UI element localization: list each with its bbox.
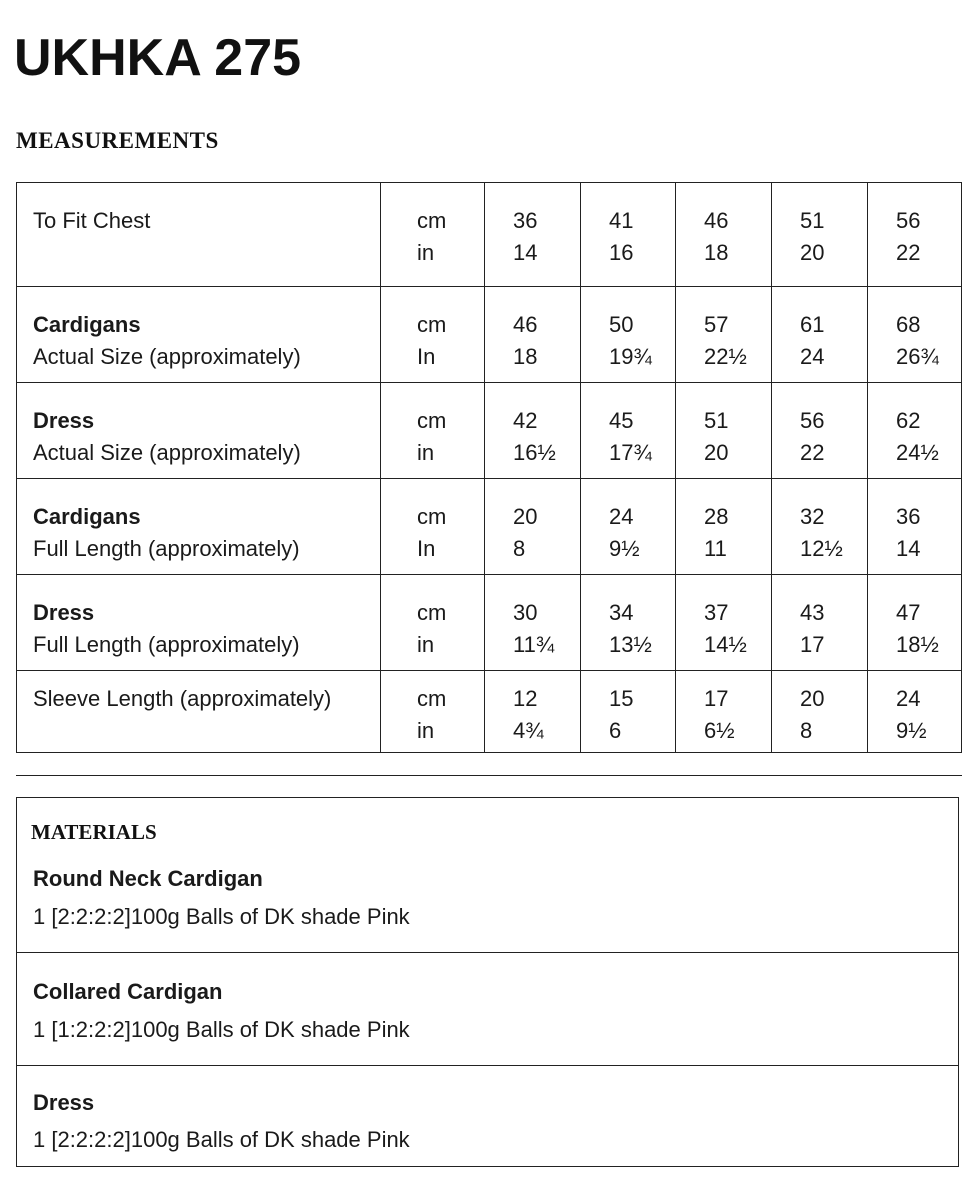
size-value-cell (676, 383, 772, 479)
value-cm: 43 (800, 600, 825, 625)
value-cm: 61 (800, 312, 825, 337)
size-value-cell (772, 671, 868, 753)
unit-label: cm (417, 504, 447, 529)
value-in: 24 (800, 344, 825, 369)
value-cm: 50 (609, 312, 634, 337)
value-cm: 36 (513, 208, 538, 233)
size-value-cell (868, 479, 962, 575)
material-description: 1 [2:2:2:2]100g Balls of DK shade Pink (33, 1127, 410, 1152)
unit-cell (381, 575, 485, 671)
value-in: 24½ (896, 440, 939, 465)
measurements-heading: MEASUREMENTS (16, 128, 219, 153)
page-title: UKHKA 275 (14, 29, 302, 87)
value-cm: 46 (704, 208, 729, 233)
size-value-cell (772, 479, 868, 575)
unit-label: in (417, 440, 435, 465)
measurement-row (17, 671, 962, 753)
measurement-label-cell (17, 383, 381, 479)
size-value-cell (581, 479, 676, 575)
unit-cell (381, 383, 485, 479)
value-in: 17 (800, 632, 825, 657)
value-cm: 56 (896, 208, 921, 233)
size-value-cell (485, 575, 581, 671)
size-value-cell (485, 671, 581, 753)
value-in: 8 (800, 718, 813, 743)
value-in: 14 (513, 240, 538, 265)
size-value-cell (868, 287, 962, 383)
measurement-row (17, 287, 962, 383)
value-in: 13½ (609, 632, 652, 657)
materials-heading: MATERIALS (31, 820, 157, 844)
value-cm: 20 (800, 686, 825, 711)
unit-label: cm (417, 408, 447, 433)
value-cm: 32 (800, 504, 825, 529)
measurement-label: Full Length (approximately) (33, 632, 300, 657)
measurement-category: Dress (33, 408, 95, 433)
value-cm: 28 (704, 504, 729, 529)
value-cm: 34 (609, 600, 634, 625)
value-cm: 62 (896, 408, 921, 433)
value-in: 8 (513, 536, 526, 561)
measurement-category: Cardigans (33, 312, 141, 337)
unit-label: in (417, 718, 435, 743)
value-in: 6 (609, 718, 622, 743)
size-value-cell (868, 383, 962, 479)
value-cm: 12 (513, 686, 538, 711)
value-in: 18 (513, 344, 538, 369)
size-value-cell (581, 287, 676, 383)
measurement-label: Actual Size (approximately) (33, 440, 301, 465)
value-cm: 51 (800, 208, 825, 233)
value-cm: 30 (513, 600, 538, 625)
material-item (17, 952, 958, 1065)
size-value-cell (676, 479, 772, 575)
size-value-cell (772, 575, 868, 671)
value-cm: 15 (609, 686, 634, 711)
value-cm: 17 (704, 686, 729, 711)
size-value-cell (772, 287, 868, 383)
material-name: Dress (33, 1090, 95, 1115)
unit-cell (381, 287, 485, 383)
measurement-category: Dress (33, 600, 95, 625)
value-in: 11 (704, 536, 727, 561)
unit-label: in (417, 632, 435, 657)
size-value-cell (868, 183, 962, 287)
material-name: Round Neck Cardigan (33, 866, 263, 891)
value-cm: 57 (704, 312, 729, 337)
value-in: 12½ (800, 536, 843, 561)
size-value-cell (772, 383, 868, 479)
unit-cell (381, 183, 485, 287)
measurements-table (16, 182, 962, 753)
size-value-cell (581, 183, 676, 287)
material-description: 1 [2:2:2:2]100g Balls of DK shade Pink (33, 904, 410, 929)
value-cm: 47 (896, 600, 921, 625)
measurement-label-cell (17, 575, 381, 671)
measurement-category: Cardigans (33, 504, 141, 529)
measurement-label: Actual Size (approximately) (33, 344, 301, 369)
measurement-label: Full Length (approximately) (33, 536, 300, 561)
measurement-row (17, 575, 962, 671)
section-divider (16, 775, 962, 776)
size-value-cell (485, 383, 581, 479)
value-in: 26¾ (896, 344, 939, 369)
material-item (17, 798, 958, 952)
size-value-cell (485, 479, 581, 575)
value-in: 6½ (704, 718, 735, 743)
unit-label: cm (417, 208, 447, 233)
value-in: 20 (704, 440, 729, 465)
value-in: 4¾ (513, 718, 544, 743)
size-value-cell (676, 671, 772, 753)
unit-label: In (417, 344, 436, 369)
unit-cell (381, 671, 485, 753)
unit-label: cm (417, 686, 447, 711)
measurement-label-cell (17, 183, 381, 287)
value-in: 9½ (609, 536, 640, 561)
material-item (17, 1065, 958, 1166)
value-cm: 36 (896, 504, 921, 529)
material-name: Collared Cardigan (33, 979, 223, 1004)
size-value-cell (676, 575, 772, 671)
value-in: 18 (704, 240, 729, 265)
unit-cell (381, 479, 485, 575)
value-cm: 45 (609, 408, 634, 433)
measurement-label-cell (17, 671, 381, 753)
measurement-label: To Fit Chest (33, 208, 151, 233)
value-in: 16½ (513, 440, 556, 465)
value-cm: 51 (704, 408, 729, 433)
measurement-label: Sleeve Length (approximately) (33, 686, 332, 711)
size-value-cell (868, 671, 962, 753)
value-cm: 46 (513, 312, 538, 337)
value-in: 22 (896, 240, 921, 265)
value-in: 20 (800, 240, 825, 265)
value-cm: 42 (513, 408, 538, 433)
value-in: 19¾ (609, 344, 652, 369)
value-in: 22½ (704, 344, 747, 369)
size-value-cell (485, 183, 581, 287)
value-in: 9½ (896, 718, 927, 743)
size-value-cell (581, 671, 676, 753)
unit-label: cm (417, 600, 447, 625)
value-in: 17¾ (609, 440, 652, 465)
value-in: 14 (896, 536, 921, 561)
unit-label: In (417, 536, 436, 561)
value-cm: 56 (800, 408, 825, 433)
material-description: 1 [1:2:2:2]100g Balls of DK shade Pink (33, 1017, 410, 1042)
value-in: 11¾ (513, 632, 555, 657)
measurement-row (17, 479, 962, 575)
size-value-cell (676, 287, 772, 383)
value-in: 22 (800, 440, 825, 465)
value-cm: 24 (896, 686, 921, 711)
size-value-cell (581, 383, 676, 479)
materials-box (16, 797, 959, 1167)
measurement-row (17, 383, 962, 479)
size-value-cell (868, 575, 962, 671)
measurement-label-cell (17, 287, 381, 383)
size-value-cell (581, 575, 676, 671)
unit-label: in (417, 240, 435, 265)
value-cm: 41 (609, 208, 634, 233)
value-in: 16 (609, 240, 634, 265)
size-value-cell (772, 183, 868, 287)
size-value-cell (676, 183, 772, 287)
value-cm: 68 (896, 312, 921, 337)
measurement-label-cell (17, 479, 381, 575)
measurement-row (17, 183, 962, 287)
value-cm: 20 (513, 504, 538, 529)
value-cm: 37 (704, 600, 729, 625)
value-in: 14½ (704, 632, 747, 657)
value-cm: 24 (609, 504, 634, 529)
unit-label: cm (417, 312, 447, 337)
value-in: 18½ (896, 632, 939, 657)
size-value-cell (485, 287, 581, 383)
